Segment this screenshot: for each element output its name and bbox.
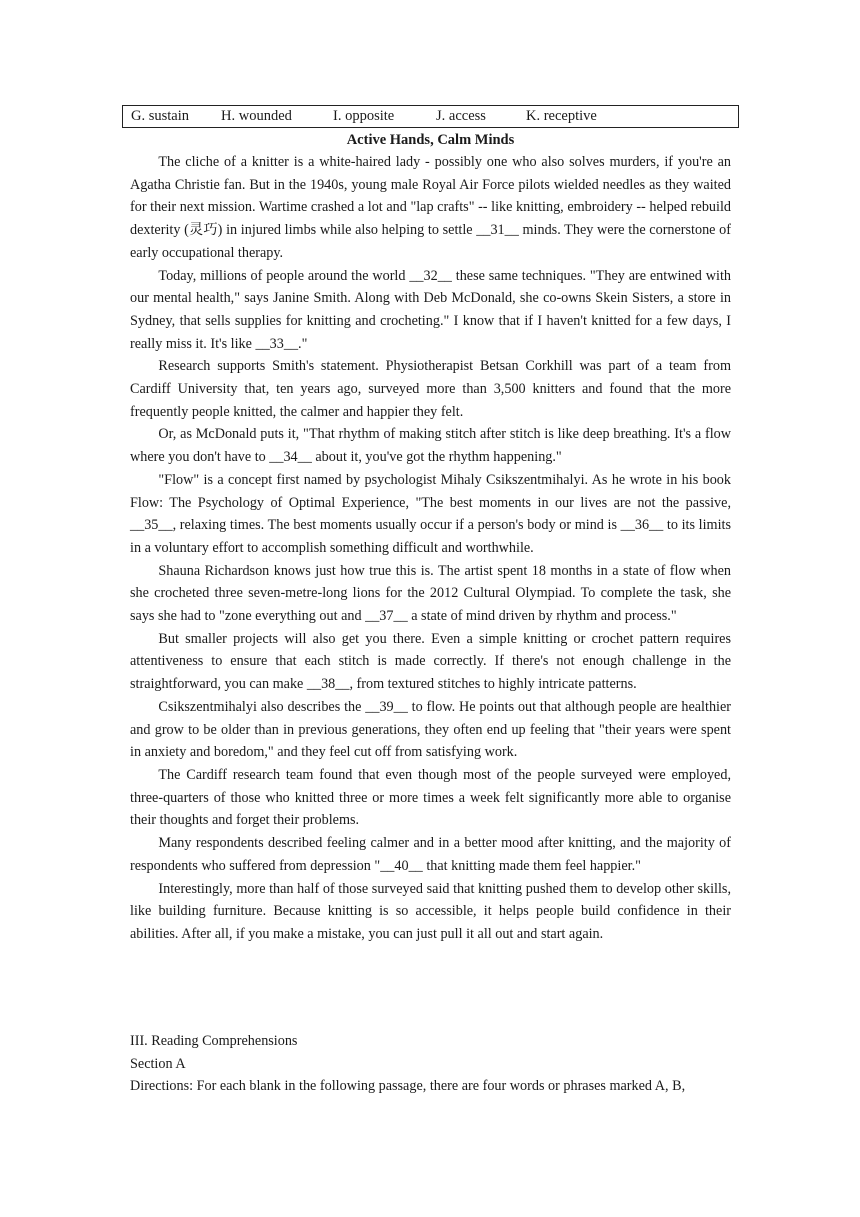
article-paragraph: Shauna Richardson knows just how true this is. The artist spent 18 months in a state of flow when she crocheted three seven-metre-long lions for the 2012 Cultural Olympiad. To complete the task, she says she had to "zone everything out and __37__ a state of mind driven by rhythm and process." <box>130 562 731 625</box>
article-paragraph: The Cardiff research team found that even though most of the people surveyed were employed, three-quarters of those who knitted three or more times a week felt significantly more able to organise their thoughts and forget their problems. <box>130 766 731 829</box>
article-body <box>130 151 731 946</box>
word-option-j: J. access <box>436 108 486 124</box>
article-paragraph: Many respondents described feeling calmer and in a better mood after knitting, and the majority of respondents who suffered from depression "__40__ that knitting made them feel happier." <box>130 835 731 874</box>
article-paragraph: Research supports Smith's statement. Physiotherapist Betsan Corkhill was part of a team from Cardiff University that, ten years ago, surveyed more than 3,500 knitters and found that the more frequently people knitted, the calmer and happier they felt. <box>130 358 731 420</box>
section-heading: III. Reading Comprehensions <box>130 1033 298 1049</box>
article-paragraph: The cliche of a knitter is a white-haired lady - possibly one who also solves murders, if you're an Agatha Christie fan. But in the 1940s, young male Royal Air Force pilots wielded needles as they waited for their next mission. Wartime crashed a lot and "lap crafts" -- like knitting, embroidery -- helped rebuild dexterity (灵巧) in injured limbs while also helping to settle __31__ minds. They were the cornerstone of early occupational therapy. <box>130 154 731 261</box>
article-paragraph: Or, as McDonald puts it, "That rhythm of making stitch after stitch is like deep breathing. It's a flow where you don't have to __34__ about it, you've got the rhythm happening." <box>130 426 731 466</box>
article-paragraph: Csikszentmihalyi also describes the __39__ to flow. He points out that although people are healthier and grow to be older than in previous generations, they often end up feeling that "their years were spent in anxiety and boredom," and they feel cut off from satisfying work. <box>130 698 731 761</box>
article-paragraph: But smaller projects will also get you there. Even a simple knitting or crochet pattern requires attentiveness to ensure that each stitch is made correctly. If there's not enough challenge in the straightforward, you can make __38__, from textured stitches to highly intricate patterns. <box>130 630 731 693</box>
article-paragraph: Today, millions of people around the world __32__ these same techniques. "They are entwined with our mental health," says Janine Smith. Along with Deb McDonald, she co-owns Skein Sisters, a store in Sydney, that sells supplies for knitting and crocheting." I know that if I haven't knitted for a few days, I really miss it. It's like __33__." <box>130 267 731 352</box>
section-subheading: Section A <box>130 1055 186 1072</box>
article-title: Active Hands, Calm Minds <box>346 132 515 148</box>
word-option-h: H. wounded <box>221 108 292 124</box>
next-section <box>130 1030 731 1098</box>
word-option-k: K. receptive <box>526 108 597 124</box>
word-option-g: G. sustain <box>131 108 189 124</box>
word-option-i: I. opposite <box>333 108 395 124</box>
article-paragraph: "Flow" is a concept first named by psychologist Mihaly Csikszentmihalyi. As he wrote in his book Flow: The Psychology of Optimal Experience, "The best moments in our lives are not the passive, __35__, relaxing times. The best moments usually occur if a person's body or mind is __36__ to its limits in a voluntary effort to accomplish something difficult and worthwhile. <box>130 471 731 556</box>
word-bank-box <box>122 105 739 128</box>
article-paragraph: Interestingly, more than half of those surveyed said that knitting pushed them to develop other skills, like building furniture. Because knitting is so accessible, it helps people build confidence in their abilities. After all, if you make a mistake, you can just pull it all out and start again. <box>130 880 731 942</box>
section-directions: Directions: For each blank in the following passage, there are four words or phrases marked A, B, <box>130 1078 686 1095</box>
